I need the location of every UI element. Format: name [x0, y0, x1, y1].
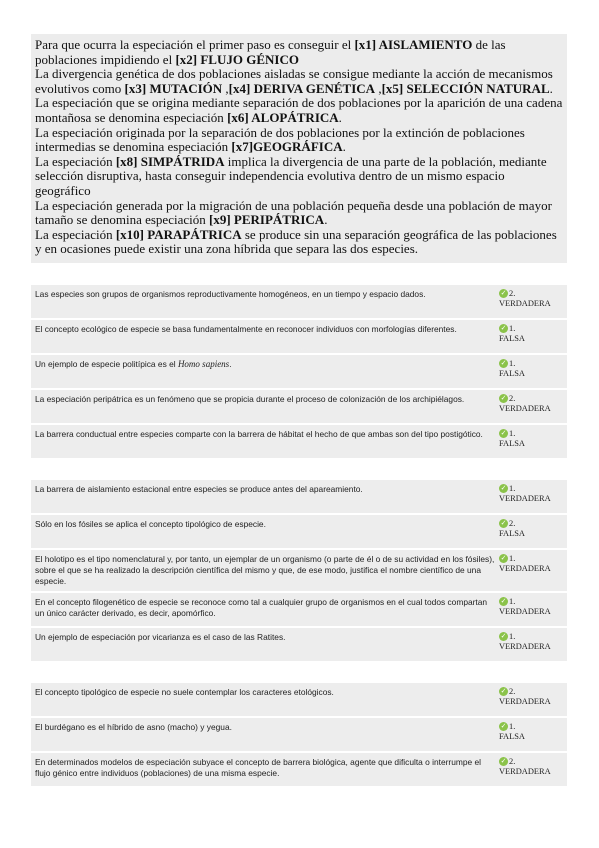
- question-text: La barrera de aislamiento estacional entre especies se produce antes del apareamiento.: [35, 483, 363, 494]
- check-circle-icon: ✓: [500, 394, 507, 403]
- answer-cell: ✓ 1. VERDADERA: [499, 553, 551, 573]
- answer-x7: [x7]GEOGRÁFICA: [231, 139, 343, 155]
- answer-cell: ✓ 2. FALSA: [499, 518, 525, 538]
- question-text: Sólo en los fósiles se aplica el concepto tipológico de especie.: [35, 518, 266, 529]
- question-text: Las especies son grupos de organismos reproductivamente homogéneos, en un tiempo y espacio dados.: [35, 288, 426, 299]
- question-text: El holotipo es el tipo nomenclatural y, por tanto, un ejemplar de un organismo (o parte de él o de su actividad en los fósiles), sobre el que se ha realizado la descripción científica del mismo y que, de ese modo, justifica el nombre científico de una especie.: [35, 553, 495, 586]
- answer-label: FALSA: [499, 731, 525, 741]
- check-circle-icon: ✓: [500, 289, 507, 298]
- fill-paragraph: La divergencia genética de dos poblaciones aisladas se consigue mediante la acción de mecanismos evolutivos como [x3] MUTACIÓN ,[x4] DERIVA GENÉTICA ,[x5] SELECCIÓN NATURAL.: [35, 66, 553, 96]
- answer-label: VERDADERA: [499, 493, 551, 503]
- question-text: La especiación peripátrica es un fenómeno que se propicia durante el proceso de colonización de los archipiélagos.: [35, 393, 465, 404]
- check-circle-icon: ✓: [500, 687, 507, 696]
- question-row: [31, 683, 567, 716]
- answer-x8: [x8] SIMPÁTRIDA: [115, 153, 225, 169]
- answer-label: FALSA: [499, 333, 525, 343]
- answer-cell: ✓ 2. VERDADERA: [499, 756, 551, 776]
- answer-cell: ✓ 1. FALSA: [499, 323, 525, 343]
- question-row: [31, 318, 567, 353]
- question-text: La barrera conductual entre especies comparte con la barrera de hábitat el hecho de que ambas son del tipo postigótico.: [35, 428, 483, 439]
- fill-paragraph: La especiación [x10] PARAPÁTRICA se produce sin una separación geográfica de las poblaciones y en ocasiones puede existir una zona híbrida que separa las dos especies.: [35, 226, 557, 257]
- check-circle-icon: ✓: [500, 757, 507, 766]
- answer-label: VERDADERA: [499, 766, 551, 776]
- answer-cell: ✓ 1. VERDADERA: [499, 631, 551, 651]
- answer-x3: [x3] MUTACIÓN: [124, 80, 223, 96]
- check-circle-icon: ✓: [500, 632, 507, 641]
- document-page: [31, 34, 567, 786]
- check-circle-icon: ✓: [500, 597, 507, 606]
- question-row: [31, 548, 567, 591]
- question-block: [31, 285, 567, 458]
- question-row: [31, 626, 567, 661]
- fill-paragraph: La especiación que se origina mediante separación de dos poblaciones por la aparición de una cadena montañosa se denomina especiación [x6] ALOPÁTRICA.: [35, 95, 563, 125]
- fill-in-answer-block: [31, 34, 567, 263]
- question-block: [31, 480, 567, 661]
- question-text: Un ejemplo de especie politípica es el Homo sapiens.: [35, 358, 232, 369]
- answer-x1: [x1] AISLAMIENTO: [354, 37, 473, 52]
- answer-x6: [x6] ALOPÁTRICA: [227, 109, 339, 125]
- check-circle-icon: ✓: [500, 722, 507, 731]
- answer-cell: ✓ 2. VERDADERA: [499, 686, 551, 706]
- question-text: El concepto ecológico de especie se basa fundamentalmente en reconocer individuos con morfologías diferentes.: [35, 323, 457, 334]
- question-row: [31, 751, 567, 786]
- answer-label: FALSA: [499, 528, 525, 538]
- answer-x2: [x2] FLUJO GÉNICO: [175, 51, 299, 67]
- question-text: El concepto tipológico de especie no suele contemplar los caracteres etológicos.: [35, 686, 334, 697]
- answer-cell: ✓ 1. FALSA: [499, 428, 525, 448]
- answer-label: VERDADERA: [499, 563, 551, 573]
- answer-cell: ✓ 2. VERDADERA: [499, 393, 551, 413]
- question-row: [31, 353, 567, 388]
- answer-label: VERDADERA: [499, 696, 551, 706]
- question-row: [31, 388, 567, 423]
- fill-paragraph: La especiación originada por la separación de dos poblaciones por la extinción de poblaciones intermedias se denomina especiación [x7]GEOGRÁFICA.: [35, 124, 525, 155]
- question-text: Un ejemplo de especiación por vicarianza es el caso de las Ratites.: [35, 631, 286, 642]
- answer-cell: ✓ 2. VERDADERA: [499, 288, 551, 308]
- answer-cell: ✓ 1. FALSA: [499, 721, 525, 741]
- question-text: El burdégano es el híbrido de asno (macho) y yegua.: [35, 721, 232, 732]
- fill-paragraph: Para que ocurra la especiación el primer paso es conseguir el [x1] AISLAMIENTO de las poblaciones impidiendo el [x2] FLUJO GÉNICO: [35, 37, 506, 67]
- question-row: [31, 591, 567, 626]
- question-row: [31, 285, 567, 318]
- answer-x4: [x4] DERIVA GENÉTICA: [228, 80, 376, 96]
- question-row: [31, 513, 567, 548]
- answer-x9: [x9] PERIPÁTRICA: [209, 212, 325, 228]
- answer-label: VERDADERA: [499, 641, 551, 651]
- answer-cell: ✓ 1. VERDADERA: [499, 483, 551, 503]
- question-text: En determinados modelos de especiación subyace el concepto de barrera biológica, agente que dificulta o interrumpe el flujo génico entre individuos (poblaciones) de una misma especie.: [35, 756, 482, 778]
- check-circle-icon: ✓: [500, 429, 507, 438]
- answer-cell: ✓ 1. VERDADERA: [499, 596, 551, 616]
- check-circle-icon: ✓: [500, 554, 507, 563]
- question-text: En el concepto filogenético de especie se reconoce como tal a cualquier grupo de organismos en el cual todos compartan un único carácter derivado, es decir, apomórfico.: [35, 596, 488, 618]
- answer-label: VERDADERA: [499, 606, 551, 616]
- check-circle-icon: ✓: [500, 484, 507, 493]
- question-block: [31, 683, 567, 786]
- fill-paragraph: La especiación [x8] SIMPÁTRIDA implica la divergencia de una parte de la población, mediante selección disruptiva, hasta conseguir independencia evolutiva dentro de un mismo espacio geográfico: [35, 153, 547, 198]
- species-name: Homo sapiens: [177, 358, 230, 369]
- answer-x10: [x10] PARAPÁTRICA: [115, 226, 242, 242]
- check-circle-icon: ✓: [500, 359, 507, 368]
- answer-x5: [x5] SELECCIÓN NATURAL: [381, 80, 550, 96]
- check-circle-icon: ✓: [500, 519, 507, 528]
- answer-cell: ✓ 1. FALSA: [499, 358, 525, 378]
- answer-label: VERDADERA: [499, 298, 551, 308]
- check-circle-icon: ✓: [500, 324, 507, 333]
- answer-label: FALSA: [499, 368, 525, 378]
- fill-paragraph: La especiación generada por la migración de una población pequeña desde una población de mayor tamaño se denomina especiación [x9] PERIPÁTRICA.: [35, 197, 552, 228]
- answer-label: FALSA: [499, 438, 525, 448]
- question-row: [31, 423, 567, 458]
- question-row: [31, 716, 567, 751]
- answer-label: VERDADERA: [499, 403, 551, 413]
- question-row: [31, 480, 567, 513]
